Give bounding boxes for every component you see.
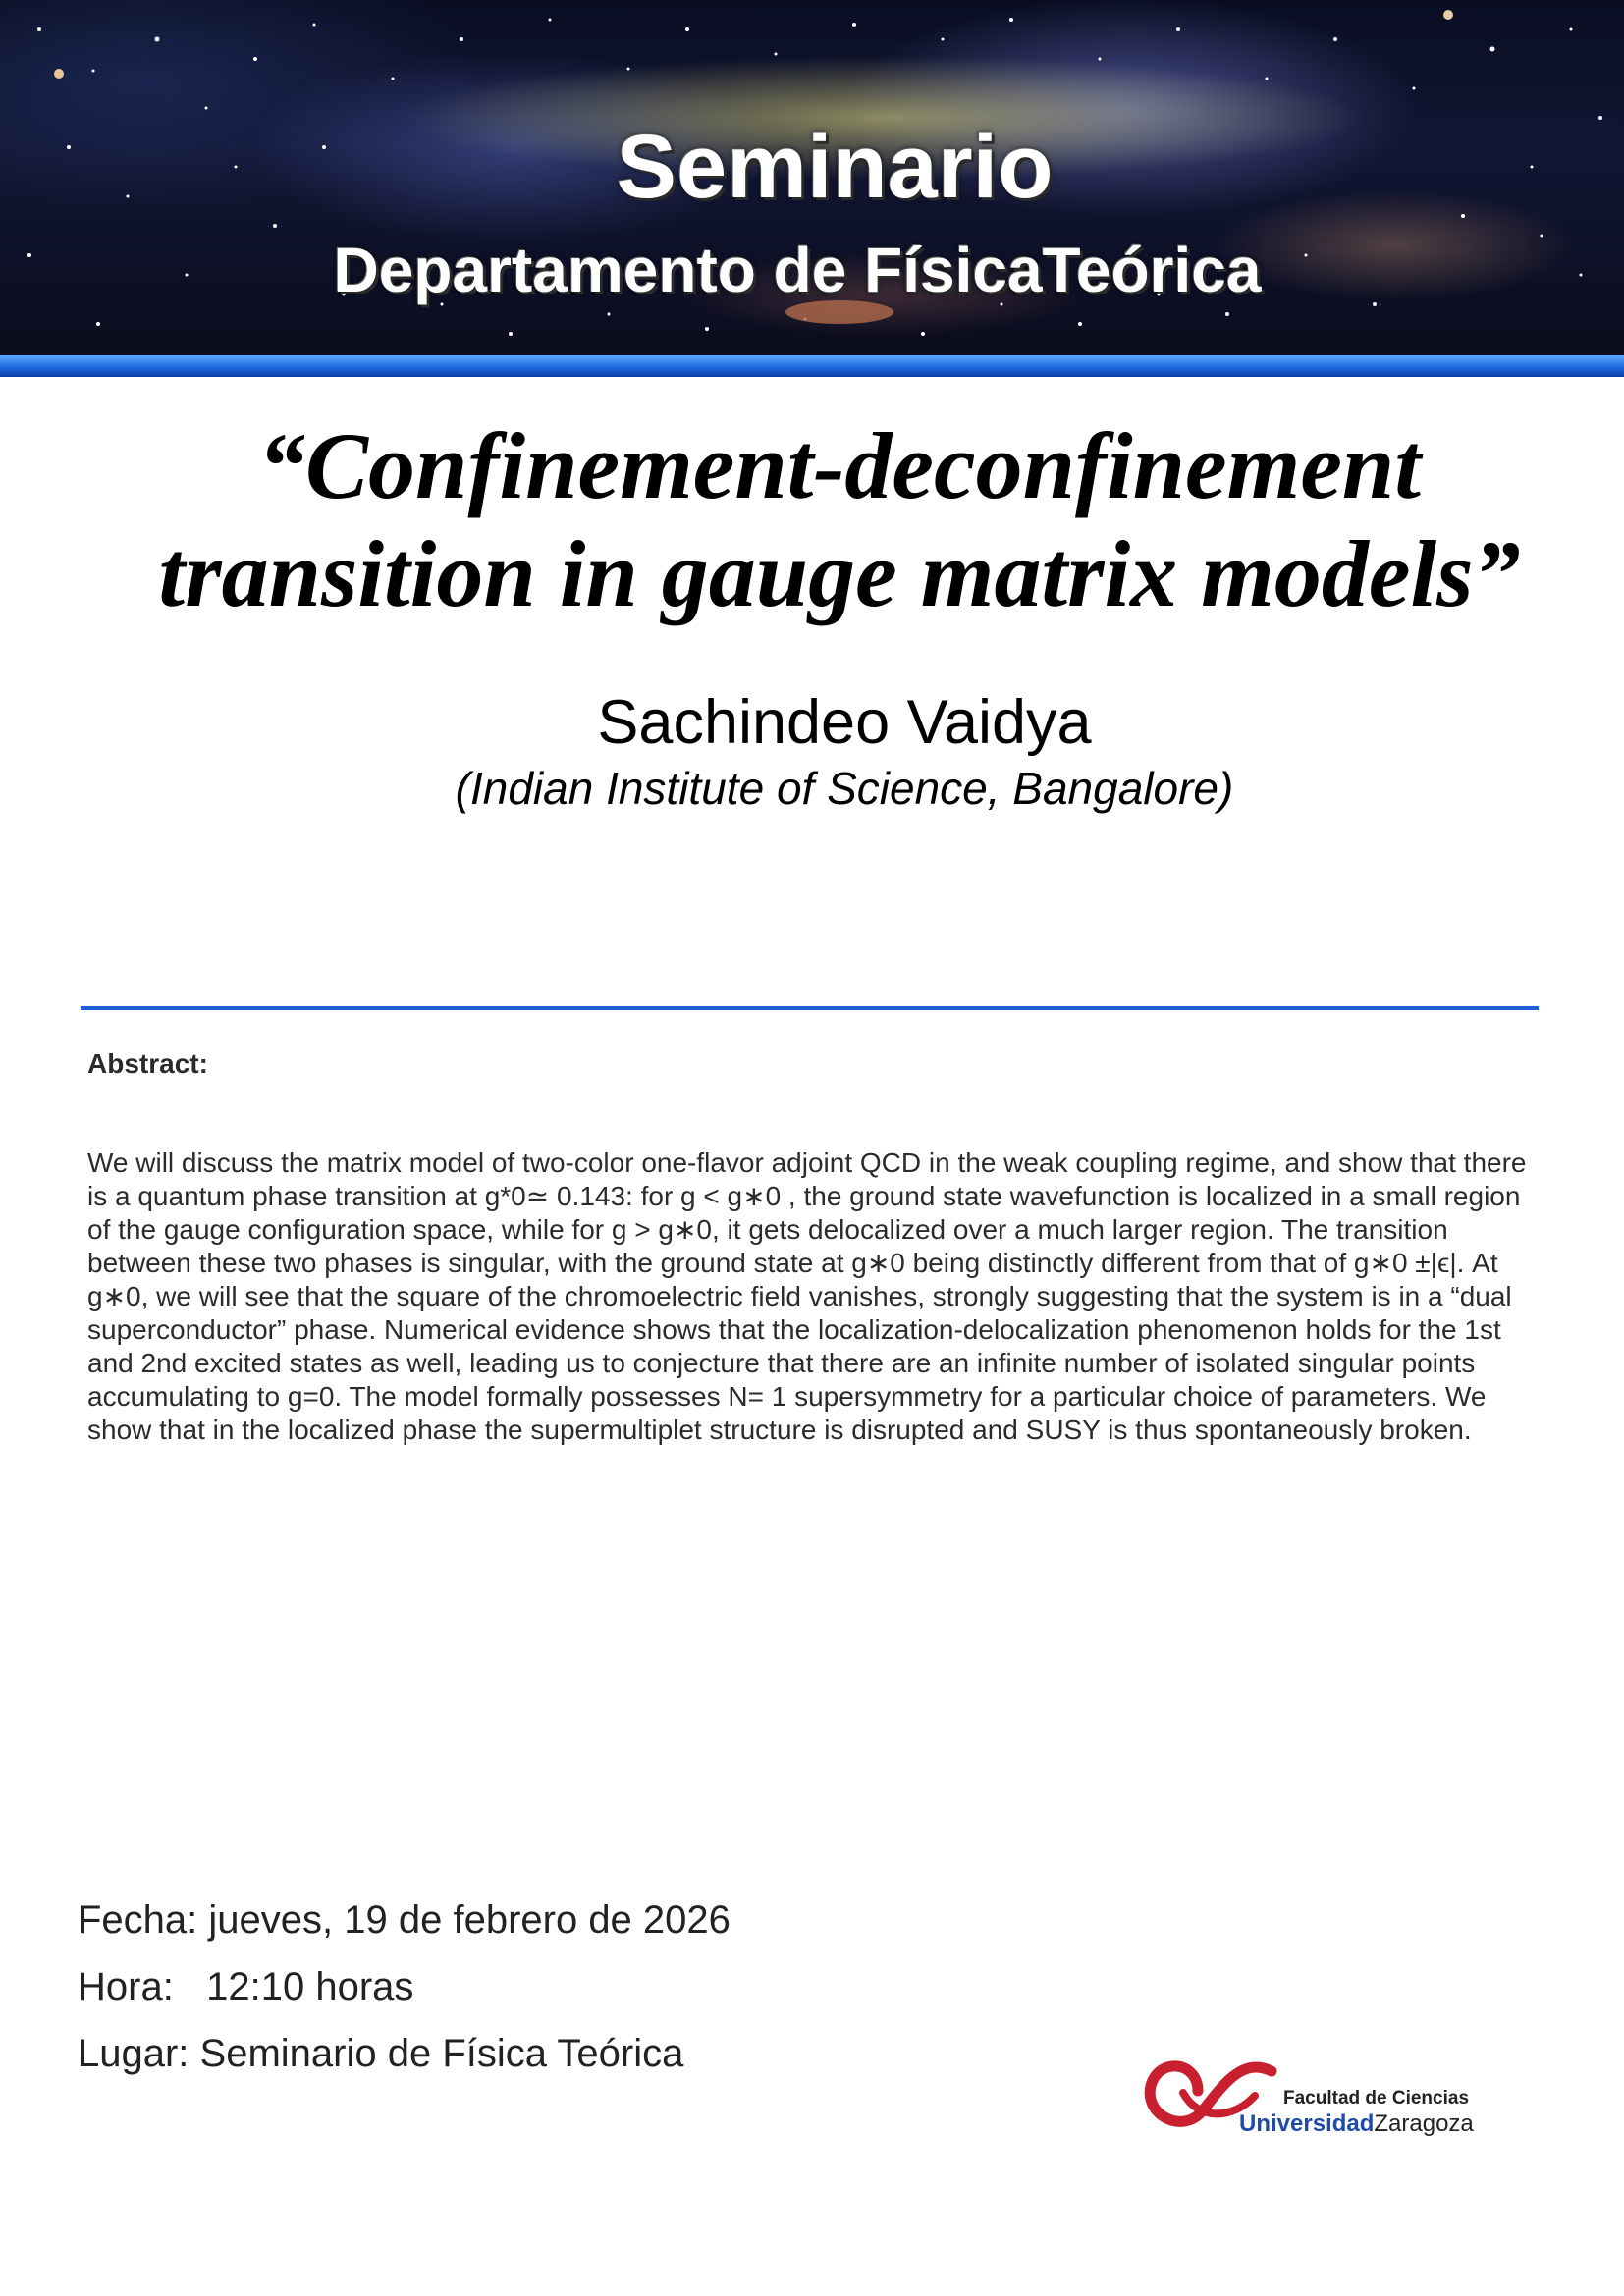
- logo-univ-city: Zaragoza: [1374, 2110, 1474, 2137]
- speaker-affiliation: (Indian Institute of Science, Bangalore): [455, 763, 1234, 814]
- header-divider-bar: [0, 355, 1624, 377]
- banner-subtitle: Departamento de FísicaTeórica: [333, 235, 1262, 305]
- abstract-text: We will discuss the matrix model of two-color one-flavor adjoint QCD in the weak coupling regime, and show that there is a quantum phase transition at g*0≃ 0.143: for g < g∗0 , the ground state wavefunction is localized in a small region of the gauge configuration space, while for g > g∗0, it gets delocalized over a much larger region. The transition between these two phases is singular, with the ground state at g∗0 being distinctly different from that of g∗0 ±|ϵ|. At g∗0, we will see that the square of the chromoelectric field vanishes, strongly suggesting that the system is in a “dual superconductor” phase. Numerical evidence shows that the localization-delocalization phenomenon holds for the 1st and 2nd excited states as well, leading us to conjecture that there are an infinite number of isolated singular points accumulating to g=0. The model formally possesses N= 1 supersymmetry for a particular choice of parameters. We show that in the localized phase the supermultiplet structure is disrupted and SUSY is thus spontaneously broken.: [87, 1148, 1527, 1445]
- event-date: Fecha: jueves, 19 de febrero de 2026: [78, 1898, 731, 1942]
- event-details: [78, 1896, 731, 2097]
- banner-title: Seminario: [616, 117, 1054, 217]
- event-place: Lugar: Seminario de Física Teórica: [78, 2032, 684, 2075]
- section-divider: [81, 1006, 1539, 1010]
- speaker-name: Sachindeo Vaidya: [597, 688, 1092, 757]
- abstract-label: Abstract:: [87, 1048, 208, 1079]
- logo-univ-bold: Universidad: [1239, 2110, 1375, 2137]
- logo-university: [1239, 2110, 1474, 2138]
- event-time: Hora: 12:10 horas: [78, 1965, 414, 2008]
- logo-faculty: Facultad de Ciencias: [1283, 2088, 1470, 2109]
- talk-title: “Confinement-deconfinement transition in gauge matrix models”: [158, 413, 1521, 626]
- header-banner: [0, 0, 1624, 355]
